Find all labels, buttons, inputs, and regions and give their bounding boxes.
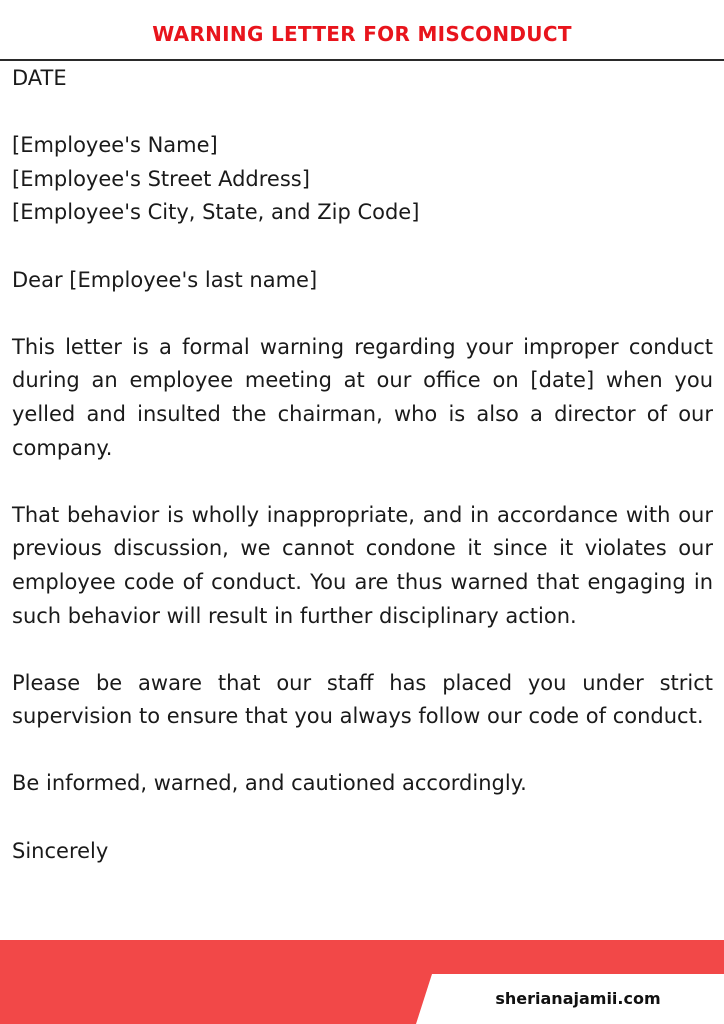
site-name: sherianajamii.com <box>495 989 661 1008</box>
paragraph-1: This letter is a formal warning regarding your improper conduct during an employee meeting at our office on [date] when you yelled and insulted the chairman, who is also a director of our company. <box>12 334 713 460</box>
letter-date: DATE <box>12 66 67 90</box>
closing: Sincerely <box>12 838 109 863</box>
title-divider <box>0 59 724 61</box>
employee-street: [Employee's Street Address] <box>12 166 310 191</box>
paragraph-3: Please be aware that our staff has placed you under strict supervision to ensure that you always follow our code of conduct. <box>12 670 713 729</box>
paragraph-2: That behavior is wholly inappropriate, and in accordance with our previous discussion, we cannot condone it since it violates our employee code of conduct. You are thus warned that engaging in such behavior will result in further disciplinary action. <box>12 502 713 628</box>
page-title: WARNING LETTER FOR MISCONDUCT <box>152 22 572 46</box>
letter-body <box>12 62 713 868</box>
footer-notch <box>416 974 432 1024</box>
salutation: Dear [Employee's last name] <box>12 267 318 292</box>
paragraph-4: Be informed, warned, and cautioned accordingly. <box>12 771 527 796</box>
employee-city: [Employee's City, State, and Zip Code] <box>12 200 420 225</box>
employee-name: [Employee's Name] <box>12 133 218 158</box>
employee-address <box>12 129 713 230</box>
